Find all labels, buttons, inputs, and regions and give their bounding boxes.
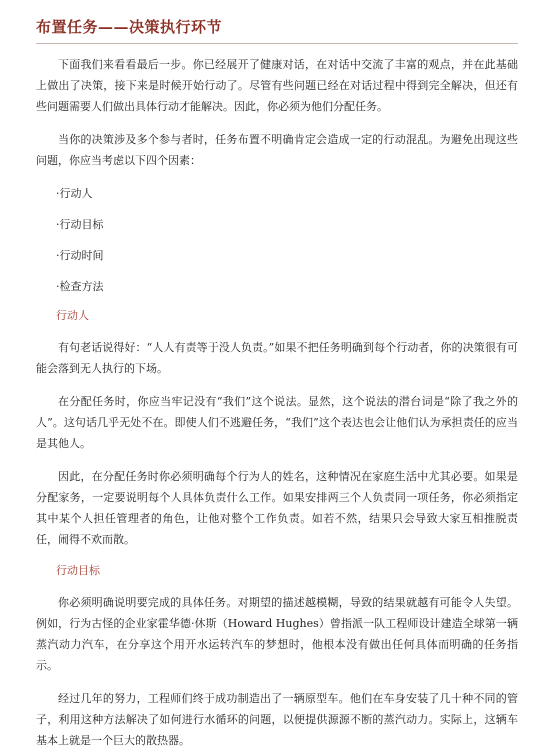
body-paragraph: 有句老话说得好：“人人有责等于没人负责。”如果不把任务明确到每个行动者，你的决策很有可能会落到无人执行的下场。 <box>36 341 518 375</box>
list-item: ·行动时间 <box>56 249 104 262</box>
body-paragraph: 当你的决策涉及多个参与者时，任务布置不明确肯定会造成一定的行动混乱。为避免出现这些问题，你应当考虑以下四个因素： <box>36 133 518 167</box>
factor-list <box>56 183 518 297</box>
section-heading: 行动人 <box>56 309 89 322</box>
body-paragraph: 你必须明确说明要完成的具体任务。对期望的描述越模糊，导致的结果就越有可能令人失望。例如，行为古怪的企业家霍华德·休斯（Howard Hughes）曾指派一队工程师设计建造全球第一辆蒸汽动力汽车，在分享这个用开水运转汽车的梦想时，他根本没有做出任何具体而明确的任务指示。 <box>36 596 518 672</box>
body-paragraph: 经过几年的努力，工程师们终于成功制造出了一辆原型车。他们在车身安装了几十种不同的管子，利用这种方法解决了如何进行水循环的问题，以便提供源源不断的蒸汽动力。实际上，这辆车基本上就是一个巨大的散热器。 <box>36 692 518 747</box>
list-item: ·行动目标 <box>56 218 104 231</box>
list-item: ·检查方法 <box>56 280 104 293</box>
section-heading: 行动目标 <box>56 564 100 577</box>
body-paragraph: 下面我们来看看最后一步。你已经展开了健康对话，在对话中交流了丰富的观点，并在此基础上做出了决策，接下来是时候开始行动了。尽管有些问题已经在对话过程中得到完全解决，但还有些问题需要人们做出具体行动才能解决。因此，你必须为他们分配任务。 <box>36 58 518 113</box>
list-item: ·行动人 <box>56 187 93 200</box>
body-paragraph: 在分配任务时，你应当牢记没有“我们”这个说法。显然，这个说法的潜台词是“除了我之外的人”。这句话几乎无处不在。即使人们不逃避任务，“我们”这个表达也会让他们认为承担责任的应当是其他人。 <box>36 395 518 450</box>
body-paragraph: 因此，在分配任务时你必须明确每个行为人的姓名，这种情况在家庭生活中尤其必要。如果是分配家务，一定要说明每个人具体负责什么工作。如果安排两三个人负责同一项任务，你必须指定其中某个人担任管理者的角色，让他对整个工作负责。如若不然，结果只会导致大家互相推脱责任，闹得不欢而散。 <box>36 470 518 546</box>
page-title: 布置任务——决策执行环节 <box>36 16 518 44</box>
